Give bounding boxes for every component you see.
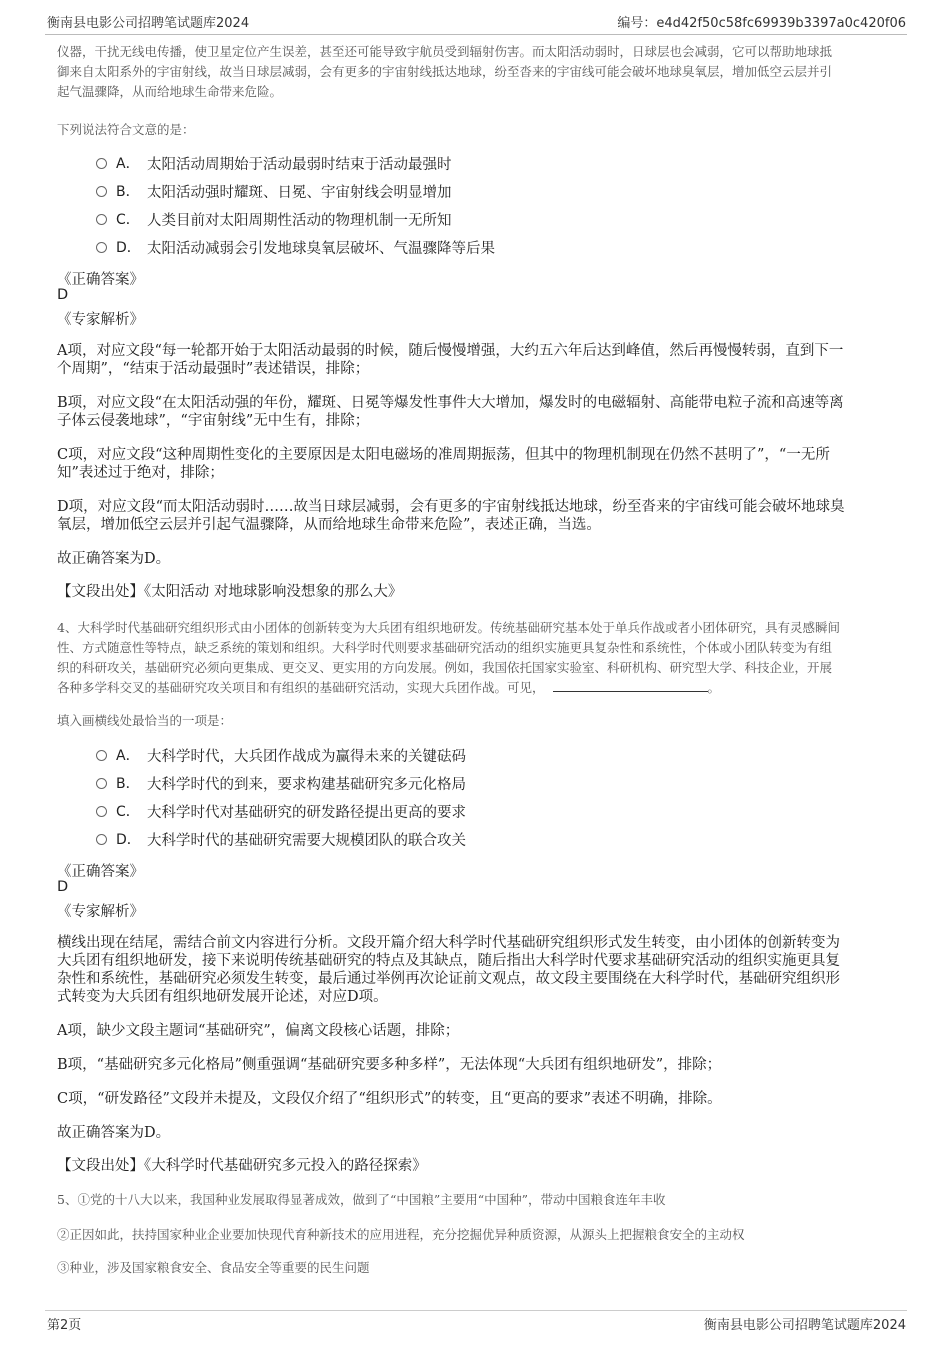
- q3-passage: [57, 42, 895, 102]
- q4-option-c[interactable]: [96, 800, 466, 822]
- q3-passage-line: 起气温骤降，从而给地球生命带来危险。: [57, 84, 283, 99]
- q3-source: 【文段出处】《太阳活动 对地球影响没想象的那么大》: [57, 584, 403, 600]
- analysis-line: 式转变为大兵团有组织地研发展开论述，对应D项。: [57, 989, 388, 1005]
- option-text: 大科学时代的基础研究需要大规模团队的联合攻关: [147, 832, 466, 849]
- option-text: 太阳活动周期始于活动最弱时结束于活动最强时: [147, 156, 452, 173]
- fill-blank: [553, 679, 708, 692]
- q3-analysis-label: 《专家解析》: [57, 312, 144, 328]
- q4-answer-label: 《正确答案》: [57, 864, 144, 880]
- radio-icon[interactable]: [96, 778, 107, 789]
- q3-option-b[interactable]: [96, 180, 452, 202]
- q4-source: 【文段出处】《大科学时代基础研究多元投入的路径探索》: [57, 1158, 427, 1174]
- q4-analysis-c: C项，“研发路径”文段并未提及，文段仅介绍了“组织形式”的转变，且“更高的要求”表述不明确，排除。: [57, 1091, 722, 1107]
- q4-analysis-main: [57, 934, 887, 1006]
- q5-sentence-2: ②正因如此，扶持国家种业企业要加快现代育种新技术的应用进程，充分挖掘优异种质资源，从源头上把握粮食安全的主动权: [57, 1227, 745, 1242]
- option-text: 大科学时代，大兵团作战成为赢得未来的关键砝码: [147, 748, 466, 765]
- option-letter: D．: [116, 240, 141, 256]
- q3-conclusion: 故正确答案为D。: [57, 551, 171, 567]
- analysis-line: 知”表述过于绝对，排除；: [57, 465, 224, 481]
- option-letter: A．: [116, 748, 140, 764]
- option-letter: C．: [116, 212, 140, 228]
- q4-analysis-a: A项，缺少文段主题词“基础研究”，偏离文段核心话题，排除；: [57, 1023, 460, 1039]
- analysis-line: B项，对应文段“在太阳活动强的年份，耀斑、日冕等爆发性事件大大增加，爆发时的电磁辐射、高能带电粒子流和高速等离: [57, 395, 844, 411]
- q4-option-d[interactable]: [96, 828, 466, 850]
- q3-option-a[interactable]: [96, 152, 452, 174]
- option-text: 大科学时代对基础研究的研发路径提出更高的要求: [147, 804, 466, 821]
- footer-divider: [45, 1310, 907, 1311]
- option-text: 人类目前对太阳周期性活动的物理机制一无所知: [147, 212, 452, 229]
- q4-passage-end: 。: [707, 680, 721, 695]
- q3-analysis-a: [57, 342, 887, 378]
- analysis-line: 氧层，增加低空云层并引起气温骤降，从而给地球生命带来危险”，表述正确，当选。: [57, 517, 601, 533]
- header-title: 衡南县电影公司招聘笔试题库2024: [47, 16, 250, 31]
- option-letter: D．: [116, 832, 141, 848]
- analysis-line: 横线出现在结尾，需结合前文内容进行分析。文段开篇介绍大科学时代基础研究组织形式发生转变，由小团体的创新转变为: [57, 935, 840, 951]
- option-text: 大科学时代的到来，要求构建基础研究多元化格局: [147, 776, 466, 793]
- footer-title: 衡南县电影公司招聘笔试题库2024: [703, 1318, 906, 1333]
- q4-option-a[interactable]: [96, 744, 466, 766]
- radio-icon[interactable]: [96, 186, 107, 197]
- header-serial: 编号：e4d42f50c58fc69939b3397a0c420f06: [617, 16, 906, 31]
- q3-passage-line: 仪器，干扰无线电传播，使卫星定位产生误差，甚至还可能导致宇航员受到辐射伤害。而太阳活动弱时，日球层也会减弱，它可以帮助地球抵: [57, 44, 833, 59]
- q3-answer-label: 《正确答案》: [57, 272, 144, 288]
- q4-passage-line: 性、方式随意性等特点，缺乏系统的策划和组织。大科学时代则要求基础研究活动的组织实施更具复杂性和系统性，个体或小团队转变为有组: [57, 640, 833, 655]
- q4-prompt: 填入画横线处最恰当的一项是：: [57, 713, 233, 728]
- q5-sentence-1: 5、①党的十八大以来，我国种业发展取得显著成效，做到了“中国粮”主要用“中国种”，带动中国粮食连年丰收: [57, 1192, 666, 1207]
- header-divider: [45, 34, 907, 35]
- q4-answer: D: [57, 879, 69, 895]
- q3-answer: D: [57, 287, 69, 303]
- q4-option-b[interactable]: [96, 772, 466, 794]
- q5-sentence-3: ③种业，涉及国家粮食安全、食品安全等重要的民生问题: [57, 1260, 370, 1275]
- q4-analysis-b: B项，“基础研究多元化格局”侧重强调“基础研究要多种多样”，无法体现“大兵团有组织地研发”，排除；: [57, 1057, 722, 1073]
- analysis-line: 大兵团有组织地研发，接下来说明传统基础研究的特点及其缺点，随后指出大科学时代要求基础研究活动的组织实施更具复: [57, 953, 840, 969]
- option-letter: C．: [116, 804, 140, 820]
- q3-analysis-c: [57, 446, 887, 482]
- option-text: 太阳活动减弱会引发地球臭氧层破坏、气温骤降等后果: [147, 240, 495, 257]
- option-letter: B．: [116, 184, 140, 200]
- radio-icon[interactable]: [96, 242, 107, 253]
- analysis-line: D项，对应文段“而太阳活动弱时……故当日球层减弱，会有更多的宇宙射线抵达地球，纷至沓来的宇宙线可能会破坏地球臭: [57, 499, 845, 515]
- radio-icon[interactable]: [96, 214, 107, 225]
- analysis-line: 子体云侵袭地球”，“宇宙射线”无中生有，排除；: [57, 413, 370, 429]
- q4-conclusion: 故正确答案为D。: [57, 1125, 171, 1141]
- q4-passage-line: 织的科研攻关，基础研究必须向更集成、更交叉、更实用的方向发展。例如，我国依托国家实验室、科研机构、研究型大学、科技企业，开展: [57, 660, 833, 675]
- analysis-line: 杂性和系统性，基础研究必须发生转变，最后通过举例再次论证前文观点，故文段主要围绕在大科学时代，基础研究组织形: [57, 971, 840, 987]
- q4-analysis-label: 《专家解析》: [57, 904, 144, 920]
- q4-passage-text: 各种多学科交叉的基础研究攻关项目和有组织的基础研究活动，实现大兵团作战。可见，: [57, 680, 545, 695]
- footer-page-number: 第2页: [47, 1318, 82, 1333]
- q3-analysis-b: [57, 394, 887, 430]
- analysis-line: C项，对应文段“这种周期性变化的主要原因是太阳电磁场的准周期振荡，但其中的物理机制现在仍然不甚明了”，“一无所: [57, 447, 830, 463]
- analysis-line: 个周期”，“结束于活动最强时”表述错误，排除；: [57, 361, 370, 377]
- q3-prompt: 下列说法符合文意的是：: [57, 122, 195, 137]
- option-text: 太阳活动强时耀斑、日冕、宇宙射线会明显增加: [147, 184, 452, 201]
- radio-icon[interactable]: [96, 806, 107, 817]
- q3-analysis-d: [57, 498, 887, 534]
- analysis-line: A项，对应文段“每一轮都开始于太阳活动最弱的时候，随后慢慢增强，大约五六年后达到峰值，然后再慢慢转弱，直到下一: [57, 343, 844, 359]
- radio-icon[interactable]: [96, 834, 107, 845]
- radio-icon[interactable]: [96, 750, 107, 761]
- option-letter: A．: [116, 156, 140, 172]
- q4-passage-line: 4、大科学时代基础研究组织形式由小团体的创新转变为大兵团有组织地研发。传统基础研究基本处于单兵作战或者小团体研究，具有灵感瞬间: [57, 620, 840, 635]
- q4-passage: [57, 618, 895, 698]
- q4-passage-line: [57, 678, 895, 698]
- q3-option-d[interactable]: [96, 236, 495, 258]
- radio-icon[interactable]: [96, 158, 107, 169]
- q3-passage-line: 御来自太阳系外的宇宙射线，故当日球层减弱，会有更多的宇宙射线抵达地球，纷至沓来的宇宙线可能会破坏地球臭氧层，增加低空云层并引: [57, 64, 833, 79]
- option-letter: B．: [116, 776, 140, 792]
- q3-option-c[interactable]: [96, 208, 452, 230]
